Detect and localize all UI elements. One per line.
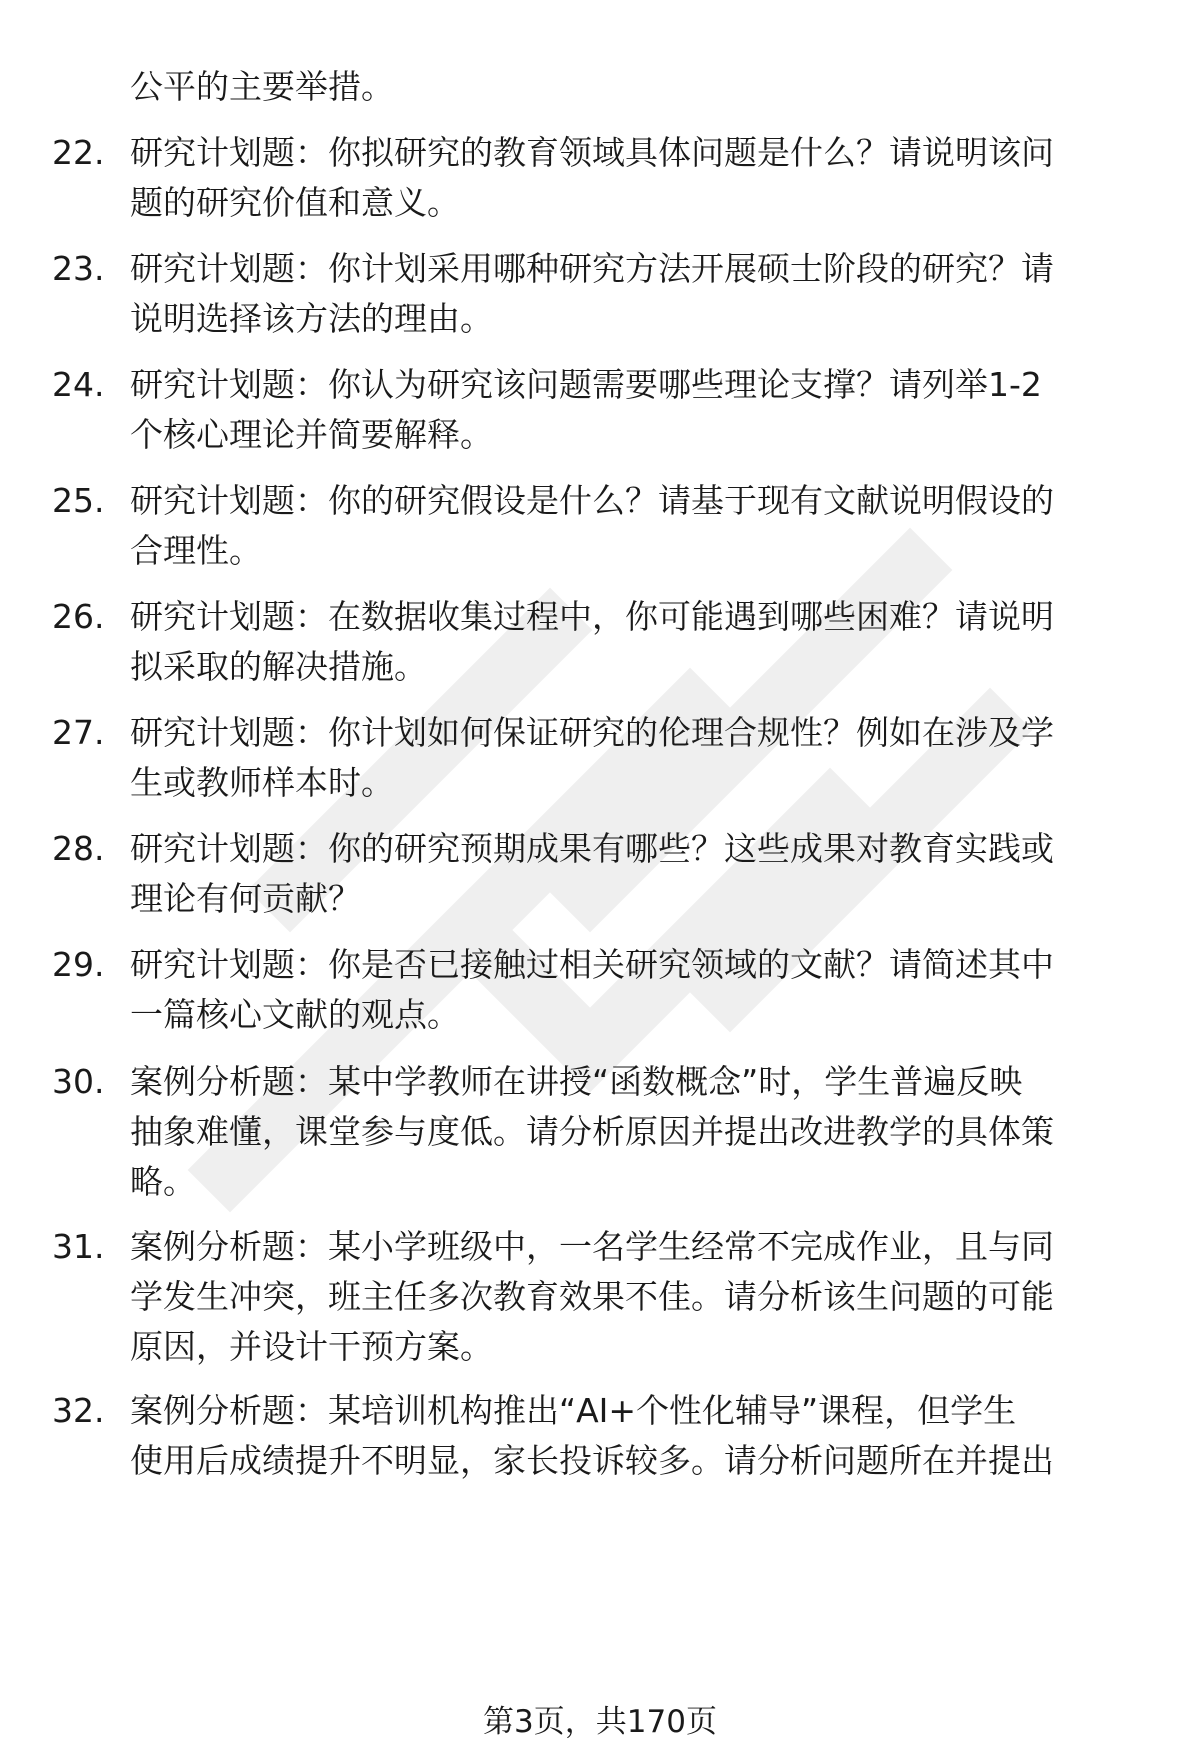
item-number: 31. [52, 1227, 105, 1266]
item-text: 案例分析题：某培训机构推出“AI+个性化辅导”课程，但学生 使用后成绩提升不明显，家长投诉较多。请分析问题所在并提出 [130, 1391, 1054, 1480]
item-number: 25. [52, 481, 105, 520]
item-number: 29. [52, 945, 105, 984]
item-text: 案例分析题：某小学班级中，一名学生经常不完成作业，且与同 学发生冲突，班主任多次教育效果不佳。请分析该生问题的可能 原因，并设计干预方案。 [130, 1227, 1054, 1366]
item-text: 研究计划题：你是否已接触过相关研究领域的文献？请简述其中 一篇核心文献的观点。 [130, 945, 1054, 1034]
continued-text: 公平的主要举措。 [130, 67, 394, 106]
page-footer: 第3页，共170页 [483, 1704, 717, 1740]
item-text: 研究计划题：在数据收集过程中，你可能遇到哪些困难？请说明 拟采取的解决措施。 [130, 597, 1054, 686]
item-number: 22. [52, 133, 105, 172]
item-number: 28. [52, 829, 105, 868]
item-number: 26. [52, 597, 105, 636]
item-number: 30. [52, 1062, 105, 1101]
item-text: 研究计划题：你认为研究该问题需要哪些理论支撑？请列举1-2 个核心理论并简要解释。 [130, 365, 1042, 454]
item-text: 研究计划题：你计划采用哪种研究方法开展硕士阶段的研究？请 说明选择该方法的理由。 [130, 249, 1054, 338]
item-number: 32. [52, 1391, 105, 1430]
item-text: 案例分析题：某中学教师在讲授“函数概念”时，学生普遍反映 抽象难懂，课堂参与度低。请分析原因并提出改进教学的具体策 略。 [130, 1062, 1054, 1201]
item-number: 27. [52, 713, 105, 752]
item-text: 研究计划题：你计划如何保证研究的伦理合规性？例如在涉及学 生或教师样本时。 [130, 713, 1054, 802]
item-number: 24. [52, 365, 105, 404]
item-text: 研究计划题：你的研究假设是什么？请基于现有文献说明假设的 合理性。 [130, 481, 1054, 570]
item-text: 研究计划题：你拟研究的教育领域具体问题是什么？请说明该问 题的研究价值和意义。 [130, 133, 1054, 222]
item-number: 23. [52, 249, 105, 288]
item-text: 研究计划题：你的研究预期成果有哪些？这些成果对教育实践或 理论有何贡献？ [130, 829, 1054, 918]
